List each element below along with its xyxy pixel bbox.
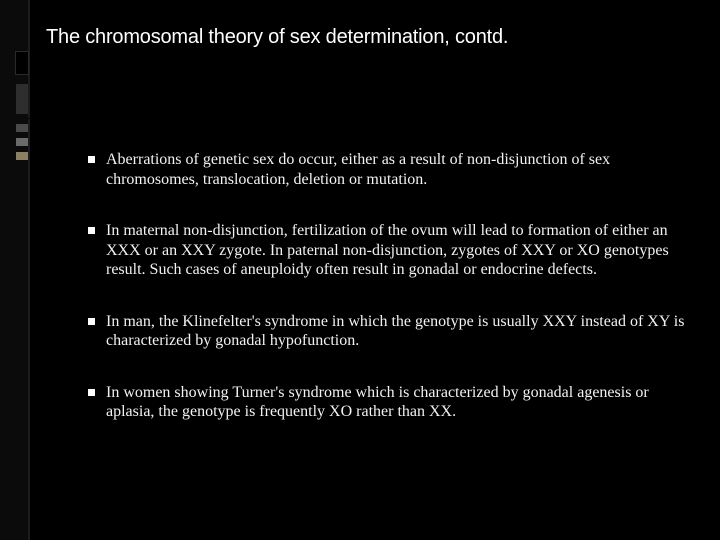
decorative-squares xyxy=(16,52,28,166)
strip-divider-line xyxy=(28,0,30,540)
bullet-item xyxy=(88,312,700,351)
decorative-square-tan xyxy=(16,152,28,160)
decorative-square-gray xyxy=(16,124,28,132)
decorative-square-dark xyxy=(16,84,28,114)
decorative-square-black xyxy=(16,52,28,74)
square-bullet-icon xyxy=(88,227,95,234)
bullet-item xyxy=(88,150,700,189)
bullet-text: In man, the Klinefelter's syndrome in which the genotype is usually XXY instead of XY is characterized by gonadal hypofunction. xyxy=(106,312,685,349)
bullet-item xyxy=(88,383,700,422)
title-divider xyxy=(28,118,720,119)
bullet-text: In women showing Turner's syndrome which is characterized by gonadal agenesis or aplasia, the genotype is frequently XO rather than XX. xyxy=(106,383,649,420)
square-bullet-icon xyxy=(88,156,95,163)
bullet-item xyxy=(88,221,700,280)
bullet-list xyxy=(88,150,700,454)
bullet-text: Aberrations of genetic sex do occur, either as a result of non-disjunction of sex chromosomes, translocation, deletion or mutation. xyxy=(106,151,611,188)
square-bullet-icon xyxy=(88,318,95,325)
bullet-text: In maternal non-disjunction, fertilization of the ovum will lead to formation of either an XXX or an XXY zygote. In paternal non-disjunction, zygotes of XXY or XO genotypes result. Such cases of aneuploidy often result in gonadal or endocrine defects. xyxy=(106,222,669,278)
slide-title: The chromosomal theory of sex determination, contd. xyxy=(46,26,509,48)
square-bullet-icon xyxy=(88,389,95,396)
decorative-square-light xyxy=(16,138,28,146)
